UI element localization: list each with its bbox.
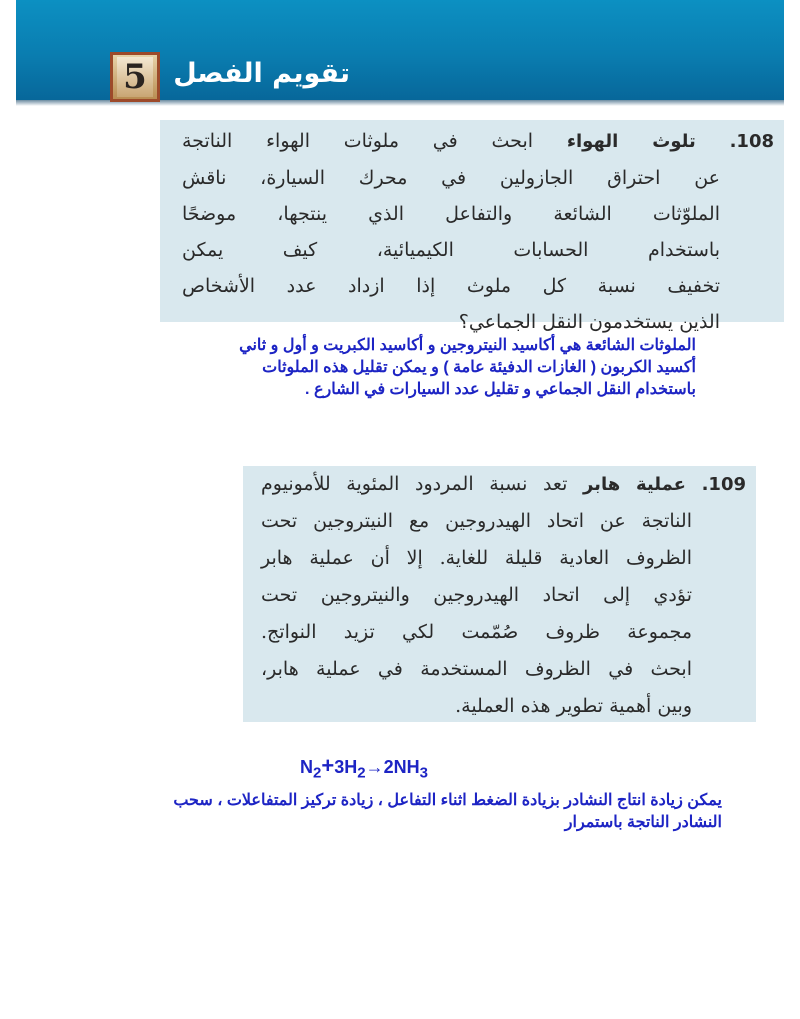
question-108-line-3: الملوّثات الشائعة والتفاعل الذي ينتجها، موضحًا xyxy=(182,203,720,225)
chapter-number: 5 xyxy=(117,57,153,97)
eq-nh3-subscript: 3 xyxy=(419,764,428,782)
question-109-line-2: الناتجة عن اتحاد الهيدروجين مع النيتروجين تحت xyxy=(261,510,692,532)
question-108-box xyxy=(160,120,784,333)
haber-equation xyxy=(300,753,428,782)
eq-nh3: 2NH xyxy=(383,757,420,777)
question-109-line-5: مجموعة ظروف صُمّمت لكي تزيد النواتج. xyxy=(261,621,692,643)
question-109-line-7: وبين أهمية تطوير هذه العملية. xyxy=(455,695,692,717)
question-109-line-1 xyxy=(261,466,746,503)
question-108-number: 108. xyxy=(729,131,774,152)
chapter-number-badge xyxy=(110,52,160,102)
question-108-keyword: تلوث الهواء xyxy=(566,131,696,152)
eq-h2: 3H xyxy=(334,757,358,777)
question-109-keyword: عملية هابر xyxy=(582,474,686,495)
answer-109-line-2: النشادر الناتجة باستمرار xyxy=(564,814,722,831)
question-109-line-4: تؤدي إلى اتحاد الهيدروجين والنيتروجين تحت xyxy=(261,584,692,606)
answer-108-line-1: الملوثات الشائعة هي أكاسيد النيتروجين و أكاسيد الكبريت و أول و ثاني xyxy=(239,337,696,354)
chapter-title: تقويم الفصل xyxy=(173,58,350,89)
answer-108 xyxy=(136,335,696,401)
question-108-line-5: تخفيف نسبة كل ملوث إذا ازداد عدد الأشخاص xyxy=(182,275,720,297)
question-109-text: تعد نسبة المردود المئوية للأمونيوم xyxy=(261,473,568,495)
answer-109 xyxy=(62,790,722,834)
eq-n2-subscript: 2 xyxy=(313,764,322,782)
answer-108-line-2: أكسيد الكربون ( الغازات الدفيئة عامة ) و يمكن تقليل هذه الملوثات xyxy=(262,359,696,376)
question-108-line-6: الذين يستخدمون النقل الجماعي؟ xyxy=(458,311,720,333)
question-108-text: ابحث في ملوثات الهواء الناتجة xyxy=(182,130,534,152)
answer-109-line-1: يمكن زيادة انتاج النشادر بزيادة الضغط اثناء التفاعل ، زيادة تركيز المتفاعلات ، سحب xyxy=(173,792,722,809)
eq-h2-subscript: 2 xyxy=(357,764,366,782)
question-109-line-3: الظروف العادية قليلة للغاية. إلا أن عملية هابر xyxy=(261,547,692,569)
question-108-line-1 xyxy=(182,123,774,160)
question-109-number: 109. xyxy=(701,474,746,495)
question-109-box xyxy=(243,466,756,722)
eq-arrow: → xyxy=(365,757,384,777)
question-108-line-4: باستخدام الحسابات الكيميائية، كيف يمكن xyxy=(182,239,720,261)
eq-plus: + xyxy=(321,753,335,778)
question-109-line-6: ابحث في الظروف المستخدمة في عملية هابر، xyxy=(261,658,692,680)
answer-108-line-3: باستخدام النقل الجماعي و تقليل عدد السيارات في الشارع . xyxy=(305,381,696,398)
question-108-line-2: عن احتراق الجازولين في محرك السيارة، ناقش xyxy=(182,167,720,189)
eq-n2: N xyxy=(300,757,313,777)
